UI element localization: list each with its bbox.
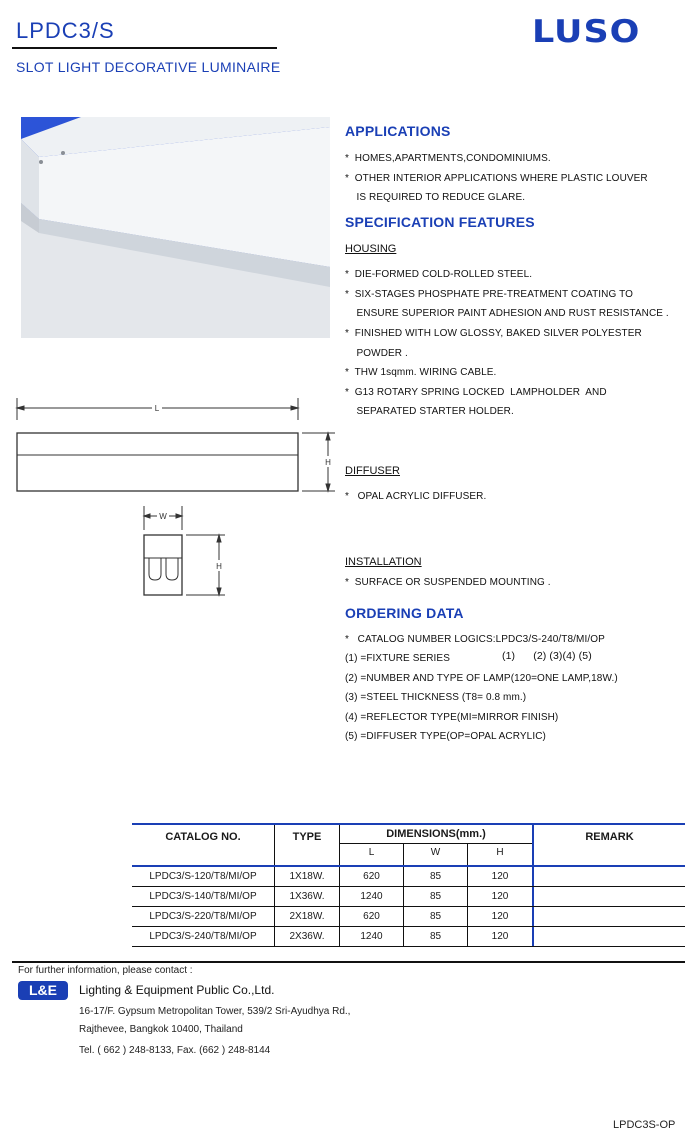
- cell-W: 85: [404, 907, 468, 926]
- cell-type: 2X36W.: [275, 927, 340, 946]
- housing-item: * SIX-STAGES PHOSPHATE PRE-TREATMENT COATING TO: [345, 289, 633, 300]
- footer-divider: [12, 961, 685, 963]
- cell-H: 120: [468, 887, 534, 906]
- company-address-1: 16-17/F. Gypsum Metropolitan Tower, 539/2 Sri-Ayudhya Rd.,: [79, 1006, 351, 1017]
- catalog-logic-marks: (1) (2) (3)(4) (5): [502, 650, 592, 662]
- installation-item: * SURFACE OR SUSPENDED MOUNTING .: [345, 577, 551, 588]
- table-row: [132, 867, 685, 887]
- housing-heading: HOUSING: [345, 243, 397, 255]
- cell-remark: [534, 907, 685, 926]
- cell-H: 120: [468, 907, 534, 926]
- cell-remark: [534, 867, 685, 886]
- spec-heading: SPECIFICATION FEATURES: [345, 214, 535, 230]
- application-item: IS REQUIRED TO REDUCE GLARE.: [345, 192, 526, 203]
- housing-item: POWDER .: [345, 348, 408, 359]
- header-catalog: CATALOG NO.: [132, 825, 275, 865]
- diffuser-item: * OPAL ACRYLIC DIFFUSER.: [345, 491, 487, 502]
- housing-item: SEPARATED STARTER HOLDER.: [345, 406, 514, 417]
- cell-type: 1X18W.: [275, 867, 340, 886]
- housing-item: * FINISHED WITH LOW GLOSSY, BAKED SILVER POLYESTER: [345, 328, 642, 339]
- cell-L: 1240: [340, 927, 404, 946]
- diffuser-heading: DIFFUSER: [345, 465, 400, 477]
- product-name: SLOT LIGHT DECORATIVE LUMINAIRE: [16, 59, 281, 75]
- brand-logo: LUSO: [532, 14, 641, 50]
- header-W: W: [404, 844, 468, 865]
- ordering-line: (5) =DIFFUSER TYPE(OP=OPAL ACRYLIC): [345, 731, 546, 742]
- application-item: * HOMES,APARTMENTS,CONDOMINIUMS.: [345, 153, 551, 164]
- cell-W: 85: [404, 927, 468, 946]
- cell-catalog: LPDC3/S-120/T8/MI/OP: [132, 867, 275, 886]
- company-phone: Tel. ( 662 ) 248-8133, Fax. (662 ) 248-8144: [79, 1045, 271, 1056]
- dim-label-H: H: [325, 458, 331, 467]
- product-photo: [21, 117, 330, 338]
- dimension-drawing: [10, 398, 340, 603]
- cell-L: 1240: [340, 887, 404, 906]
- catalog-logic: * CATALOG NUMBER LOGICS:LPDC3/S-240/T8/MI/OP: [345, 634, 605, 645]
- cell-remark: [534, 887, 685, 906]
- cell-L: 620: [340, 907, 404, 926]
- header-dimensions: DIMENSIONS(mm.): [340, 825, 532, 844]
- dim-label-L: L: [154, 404, 160, 413]
- cell-type: 1X36W.: [275, 887, 340, 906]
- cell-W: 85: [404, 887, 468, 906]
- housing-item: * G13 ROTARY SPRING LOCKED LAMPHOLDER AND: [345, 387, 607, 398]
- header-remark: REMARK: [585, 831, 634, 843]
- catalog-table: [132, 823, 685, 947]
- ordering-line: (3) =STEEL THICKNESS (T8= 0.8 mm.): [345, 692, 527, 703]
- dim-label-H2: H: [216, 562, 222, 571]
- contact-prompt: For further information, please contact :: [18, 965, 193, 976]
- cell-H: 120: [468, 867, 534, 886]
- header-H: H: [496, 847, 504, 858]
- applications-heading: APPLICATIONS: [345, 123, 451, 139]
- dim-label-W: W: [159, 512, 167, 521]
- application-item: * OTHER INTERIOR APPLICATIONS WHERE PLASTIC LOUVER: [345, 173, 648, 184]
- table-row: [132, 907, 685, 927]
- table-row: [132, 927, 685, 947]
- cell-catalog: LPDC3/S-220/T8/MI/OP: [132, 907, 275, 926]
- cell-W: 85: [404, 867, 468, 886]
- cell-catalog: LPDC3/S-240/T8/MI/OP: [132, 927, 275, 946]
- cell-type: 2X18W.: [275, 907, 340, 926]
- cell-L: 620: [340, 867, 404, 886]
- cell-H: 120: [468, 927, 534, 946]
- housing-item: ENSURE SUPERIOR PAINT ADHESION AND RUST RESISTANCE .: [345, 308, 669, 319]
- ordering-heading: ORDERING DATA: [345, 605, 464, 621]
- ordering-line: (1) =FIXTURE SERIES: [345, 653, 450, 664]
- product-code: LPDC3/S: [16, 18, 115, 43]
- company-name: Lighting & Equipment Public Co.,Ltd.: [79, 983, 275, 997]
- installation-heading: INSTALLATION: [345, 556, 422, 568]
- header-type: TYPE: [275, 825, 340, 865]
- housing-item: * THW 1sqmm. WIRING CABLE.: [345, 367, 497, 378]
- title-divider: [12, 47, 277, 49]
- ordering-line: (2) =NUMBER AND TYPE OF LAMP(120=ONE LAMP,18W.): [345, 673, 618, 684]
- header-L: L: [340, 844, 404, 865]
- header-dimensions-group: [340, 825, 534, 865]
- document-code: LPDC3S-OP: [613, 1119, 676, 1131]
- housing-item: * DIE-FORMED COLD-ROLLED STEEL.: [345, 269, 533, 280]
- cell-catalog: LPDC3/S-140/T8/MI/OP: [132, 887, 275, 906]
- ordering-line: (4) =REFLECTOR TYPE(MI=MIRROR FINISH): [345, 712, 559, 723]
- table-row: [132, 887, 685, 907]
- company-logo: L&E: [18, 981, 68, 1000]
- cell-remark: [534, 927, 685, 946]
- company-address-2: Rajthevee, Bangkok 10400, Thailand: [79, 1024, 243, 1035]
